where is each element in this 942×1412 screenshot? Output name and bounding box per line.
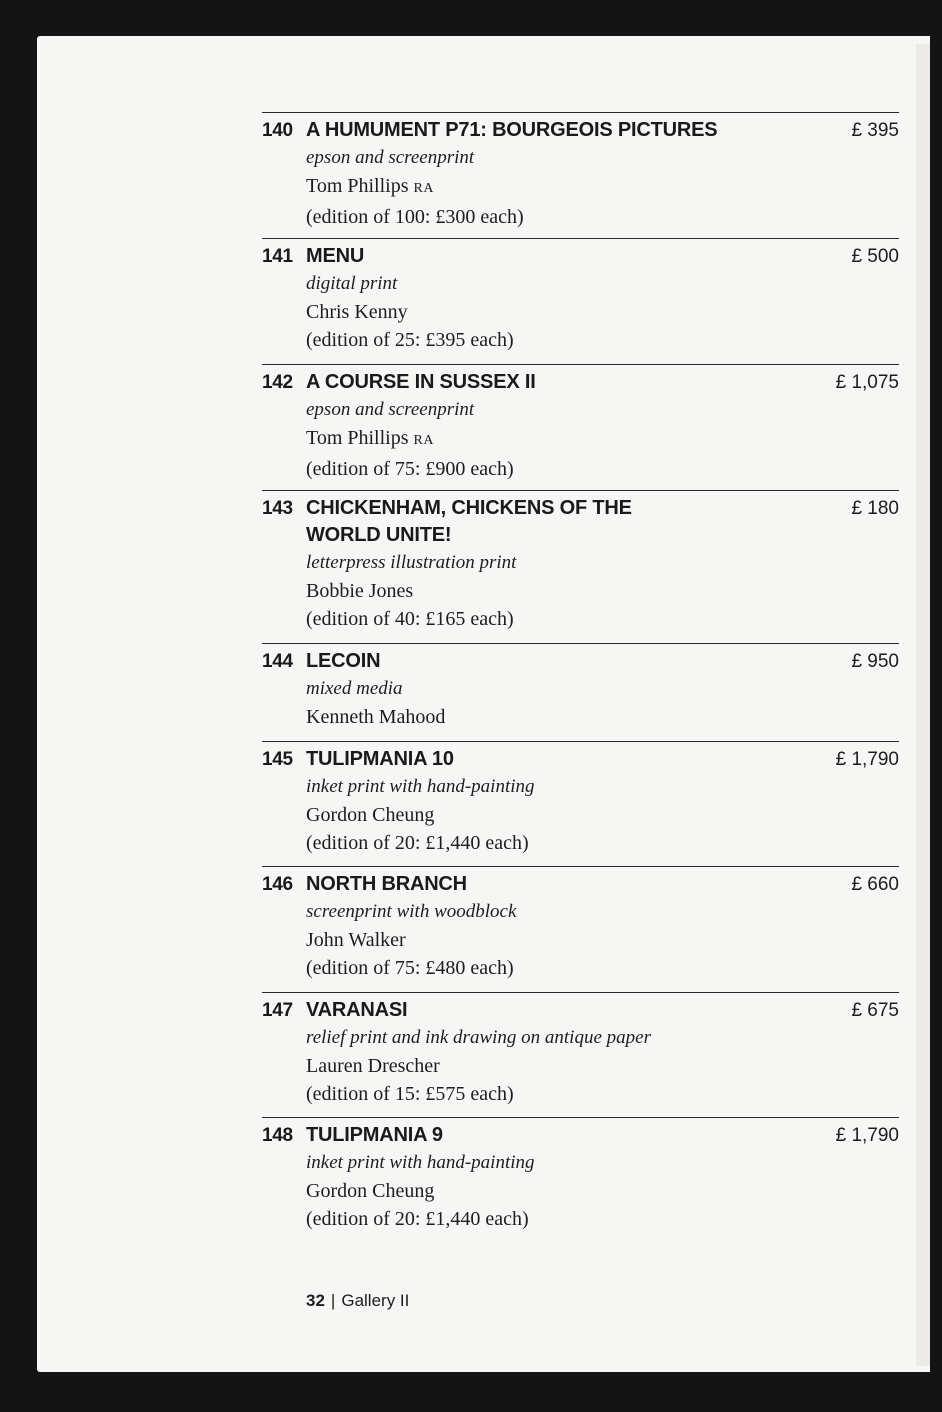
section-name: Gallery II (341, 1291, 410, 1310)
artwork-medium: epson and screenprint (306, 399, 475, 420)
artist-line (306, 703, 786, 731)
artist-line (306, 1177, 786, 1205)
artist-line (306, 1052, 786, 1080)
artwork-title: MENU (306, 245, 365, 267)
edition-info: (edition of 15: £575 each) (306, 1083, 514, 1105)
page-footer (306, 1291, 409, 1311)
price: £ 675 (851, 1000, 899, 1021)
price: £ 1,790 (835, 1125, 899, 1146)
catalogue-entry-141 (262, 238, 899, 363)
page-edge (916, 44, 930, 1366)
artwork-medium: epson and screenprint (306, 147, 475, 168)
edition-info: (edition of 25: £395 each) (306, 329, 514, 351)
artist-line (306, 801, 786, 829)
price: £ 1,790 (835, 749, 899, 770)
catalogue-entry-148 (262, 1117, 899, 1242)
artist-name: John Walker (306, 929, 406, 951)
lot-number: 145 (262, 749, 293, 770)
artist-name: Kenneth Mahood (306, 706, 446, 728)
catalogue-entry-143 (262, 490, 899, 643)
price: £ 1,075 (835, 372, 899, 393)
page-number: 32 (306, 1291, 325, 1310)
lot-number: 147 (262, 1000, 293, 1021)
artist-name: Lauren Drescher (306, 1055, 440, 1077)
artwork-medium: digital print (306, 273, 398, 294)
catalogue-entry-145 (262, 741, 899, 866)
lot-number: 148 (262, 1125, 293, 1146)
artist-line (306, 172, 786, 203)
artist-line (306, 577, 706, 605)
artwork-title: A HUMUMENT P71: BOURGEOIS PICTURES (306, 119, 718, 141)
lot-number: 140 (262, 120, 293, 141)
lot-number: 143 (262, 498, 293, 519)
catalogue-entry-140 (262, 112, 899, 237)
artwork-medium: inket print with hand-painting (306, 1152, 535, 1173)
footer-separator: | (330, 1291, 336, 1310)
artist-suffix: RA (413, 181, 434, 196)
artwork-medium: screenprint with woodblock (306, 901, 517, 922)
price: £ 950 (851, 651, 899, 672)
price: £ 395 (851, 120, 899, 141)
price: £ 180 (851, 498, 899, 519)
artist-suffix: RA (413, 433, 434, 448)
lot-number: 142 (262, 372, 293, 393)
catalogue-entry-142 (262, 364, 899, 489)
edition-info: (edition of 75: £480 each) (306, 957, 514, 979)
artwork-title: CHICKENHAM, CHICKENS OF THE WORLD UNITE! (306, 497, 632, 546)
artwork-title: NORTH BRANCH (306, 873, 467, 895)
artwork-medium: mixed media (306, 678, 403, 699)
artist-line (306, 926, 786, 954)
edition-info: (edition of 40: £165 each) (306, 608, 514, 630)
artwork-medium: inket print with hand-painting (306, 776, 535, 797)
catalogue-entry-147 (262, 992, 899, 1117)
artwork-title: TULIPMANIA 9 (306, 1124, 443, 1146)
lot-number: 141 (262, 246, 293, 267)
artist-name: Gordon Cheung (306, 804, 435, 826)
price: £ 500 (851, 246, 899, 267)
edition-info: (edition of 75: £900 each) (306, 458, 514, 480)
artist-line (306, 424, 786, 455)
artwork-title: VARANASI (306, 999, 408, 1021)
edition-info: (edition of 20: £1,440 each) (306, 1208, 529, 1230)
artwork-medium: letterpress illustration print (306, 552, 517, 573)
edition-info: (edition of 100: £300 each) (306, 206, 524, 228)
artist-line (306, 298, 786, 326)
catalogue-entry-146 (262, 866, 899, 991)
price: £ 660 (851, 874, 899, 895)
artist-name: Tom Phillips (306, 175, 409, 197)
artwork-medium: relief print and ink drawing on antique paper (306, 1027, 651, 1048)
artwork-title: LECOIN (306, 650, 381, 672)
lot-number: 146 (262, 874, 293, 895)
artist-name: Tom Phillips (306, 427, 409, 449)
artist-name: Chris Kenny (306, 301, 408, 323)
artist-name: Gordon Cheung (306, 1180, 435, 1202)
lot-number: 144 (262, 651, 293, 672)
artwork-title: TULIPMANIA 10 (306, 748, 454, 770)
artwork-title: A COURSE IN SUSSEX II (306, 371, 536, 393)
artist-name: Bobbie Jones (306, 580, 414, 602)
edition-info: (edition of 20: £1,440 each) (306, 832, 529, 854)
catalogue-entry-144 (262, 643, 899, 740)
